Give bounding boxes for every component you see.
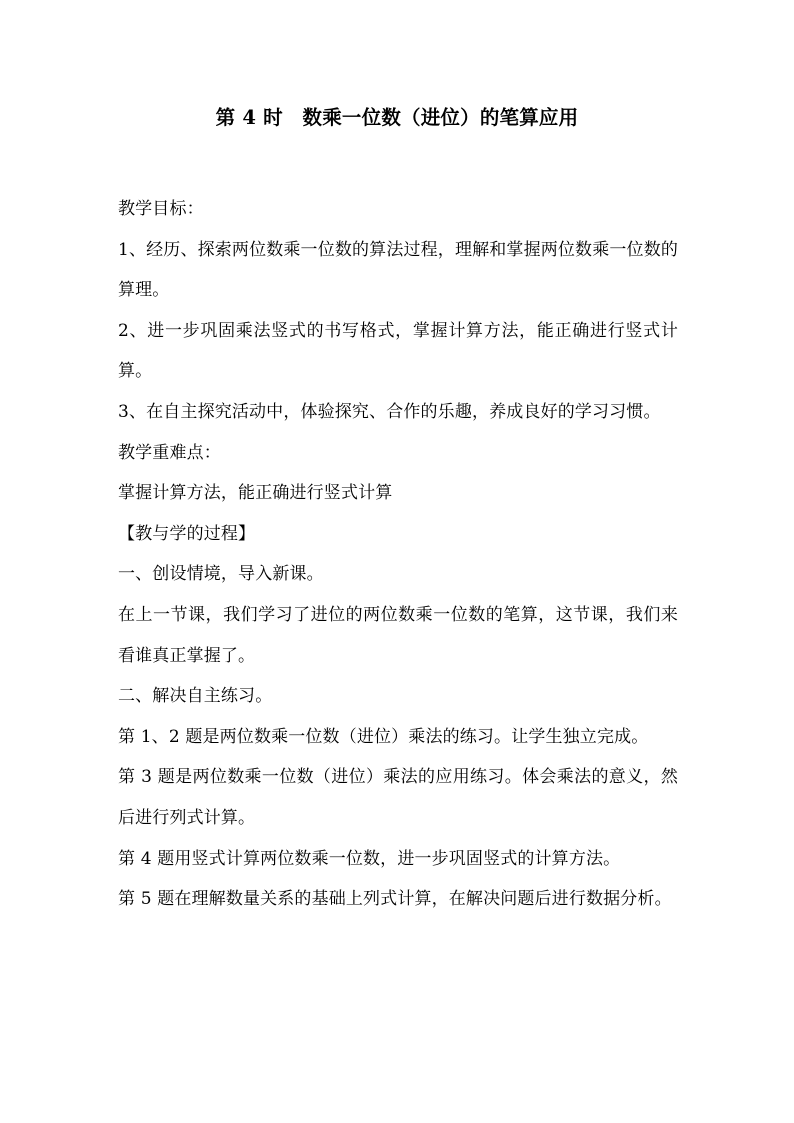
section-heading-objectives: 教学目标：: [118, 199, 204, 219]
page-title: 第 4 时 数乘一位数（进位）的笔算应用: [215, 106, 579, 129]
step-1-text: 在上一节课，我们学习了进位的两位数乘一位数的笔算，这节课，我们来看谁真正掌握了。: [118, 604, 678, 666]
exercise-5: 第 5 题在理解数量关系的基础上列式计算，在解决问题后进行数据分析。: [118, 889, 672, 910]
exercise-4: 第 4 题用竖式计算两位数乘一位数，进一步巩固竖式的计算方法。: [118, 848, 621, 869]
objective-item-2: 2、进一步巩固乘法竖式的书写格式，掌握计算方法，能正确进行竖式计算。: [118, 320, 678, 382]
exercise-1-2: 第 1、2 题是两位数乘一位数（进位）乘法的练习。让学生独立完成。: [118, 726, 649, 747]
section-heading-key-points: 教学重难点：: [118, 442, 221, 463]
exercise-3: 第 3 题是两位数乘一位数（进位）乘法的应用练习。体会乘法的意义，然后进行列式计算。: [118, 767, 678, 828]
objective-item-1: 1、经历、探索两位数乘一位数的算法过程，理解和掌握两位数乘一位数的算理。: [118, 239, 678, 301]
key-points-text: 掌握计算方法，能正确进行竖式计算: [118, 483, 393, 504]
step-heading-1: 一、创设情境，导入新课。: [118, 564, 324, 585]
section-heading-process: 【教与学的过程】: [118, 523, 256, 544]
objective-item-3: 3、在自主探究活动中，体验探究、合作的乐趣，养成良好的学习习惯。: [118, 401, 661, 422]
document-body: [118, 189, 678, 920]
step-heading-2: 二、解决自主练习。: [118, 686, 273, 707]
